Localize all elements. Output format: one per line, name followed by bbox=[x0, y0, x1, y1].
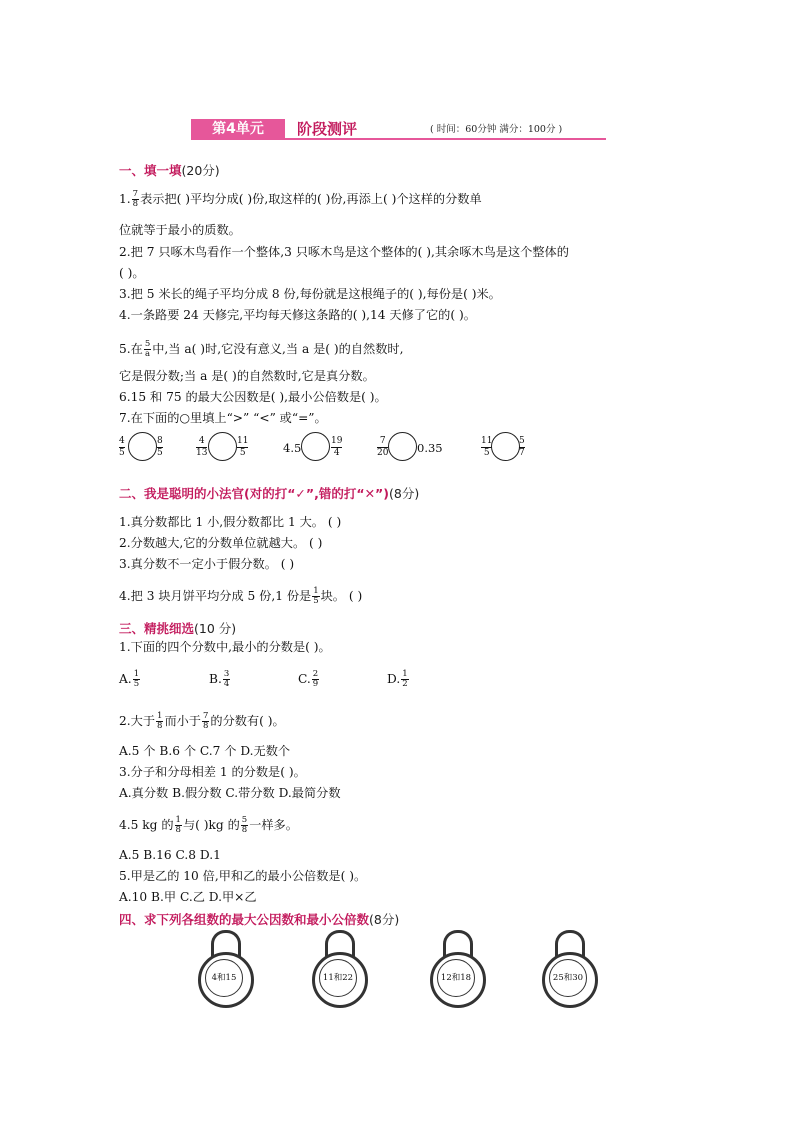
option-label: A. bbox=[119, 672, 132, 686]
lock-label: 11和22 bbox=[319, 959, 357, 997]
fraction bbox=[156, 712, 163, 731]
choose-options-2[interactable]: A.5 个 B.6 个 C.7 个 D.无数个 bbox=[119, 744, 291, 758]
denominator: 8 bbox=[175, 825, 181, 835]
denominator: 5 bbox=[133, 679, 140, 689]
numerator: 11 bbox=[481, 436, 493, 446]
question-1-line-2: 位就等于最小的质数。 bbox=[119, 223, 241, 237]
option-a[interactable] bbox=[119, 670, 141, 689]
fraction bbox=[119, 436, 125, 459]
choose-question-4 bbox=[119, 816, 298, 835]
numerator: 1 bbox=[402, 669, 408, 679]
section-title-choose bbox=[119, 619, 236, 637]
fraction bbox=[312, 587, 319, 606]
lock-label: 12和18 bbox=[437, 959, 475, 997]
denominator: 8 bbox=[203, 721, 209, 731]
question-text: 2.大于 bbox=[119, 714, 156, 728]
lock-label: 25和30 bbox=[549, 959, 587, 997]
lock-item bbox=[312, 930, 366, 1010]
numerator: 1 bbox=[157, 711, 163, 721]
question-2-line-1: 2.把 7 只啄木鸟看作一个整体,3 只啄木鸟是这个整体的( ),其余啄木鸟是这个整体的 bbox=[119, 245, 569, 259]
question-text: 中,当 a( )时,它没有意义,当 a 是( )的自然数时, bbox=[152, 342, 404, 356]
question-text: 一样多。 bbox=[249, 818, 298, 832]
question-number: 1. bbox=[119, 192, 131, 206]
denominator: 5 bbox=[239, 448, 246, 458]
numerator: 7 bbox=[377, 436, 388, 448]
numerator: 3 bbox=[223, 669, 230, 679]
section-title-text: 一、填一填 bbox=[119, 163, 182, 178]
lock-label: 4和15 bbox=[205, 959, 243, 997]
fraction bbox=[223, 670, 230, 689]
numerator: 8 bbox=[157, 436, 163, 446]
question-1-line-1 bbox=[119, 190, 482, 209]
denominator: a bbox=[145, 349, 151, 359]
denominator: 5 bbox=[119, 448, 125, 458]
section-points: (20分) bbox=[181, 163, 220, 178]
numerator: 1 bbox=[313, 586, 319, 596]
question-3: 3.把 5 米长的绳子平均分成 8 份,每份就是这根绳子的( ),每份是( )米。 bbox=[119, 287, 501, 301]
fraction bbox=[196, 436, 207, 459]
question-2-line-2: ( )。 bbox=[119, 266, 145, 280]
fraction bbox=[377, 436, 388, 459]
judge-question-4 bbox=[119, 587, 362, 606]
option-label: B. bbox=[209, 672, 222, 686]
judge-question-3: 3.真分数不一定小于假分数。 ( ) bbox=[119, 557, 295, 571]
section-title-fill bbox=[119, 161, 220, 179]
numerator: 19 bbox=[331, 436, 343, 446]
numerator: 11 bbox=[237, 436, 249, 446]
choose-question-5: 5.甲是乙的 10 倍,甲和乙的最小公倍数是( )。 bbox=[119, 869, 367, 883]
compare-item bbox=[196, 432, 252, 466]
compare-item bbox=[283, 432, 343, 466]
denominator: 4 bbox=[223, 679, 230, 689]
judge-question-2: 2.分数越大,它的分数单位就越大。 ( ) bbox=[119, 536, 323, 550]
lock-item bbox=[542, 930, 596, 1010]
denominator: 20 bbox=[377, 448, 389, 458]
section-title-text: 二、我是聪明的小法官(对的打“✓”,错的打“✕”) bbox=[119, 486, 389, 501]
numerator: 4 bbox=[119, 436, 125, 446]
numerator: 7 bbox=[203, 711, 209, 721]
compare-value: 4.5 bbox=[283, 441, 302, 455]
fraction bbox=[202, 712, 209, 731]
option-d[interactable] bbox=[387, 670, 410, 689]
numerator: 2 bbox=[312, 669, 319, 679]
denominator: 5 bbox=[313, 596, 319, 606]
question-number: 5.在 bbox=[119, 342, 143, 356]
compare-item bbox=[377, 432, 457, 466]
section-points: (10 分) bbox=[194, 621, 237, 636]
question-5-line-2: 它是假分数;当 a 是( )的自然数时,它是真分数。 bbox=[119, 369, 375, 383]
compare-value: 0.35 bbox=[417, 441, 443, 455]
section-title-judge bbox=[119, 484, 419, 502]
fraction bbox=[157, 436, 163, 459]
denominator: 9 bbox=[312, 679, 319, 689]
lock-body bbox=[312, 952, 368, 1008]
choose-options-3[interactable]: A.真分数 B.假分数 C.带分数 D.最简分数 bbox=[119, 786, 341, 800]
fraction bbox=[133, 670, 140, 689]
section-title-text: 四、求下列各组数的最大公因数和最小公倍数 bbox=[119, 912, 370, 927]
compare-circle[interactable] bbox=[491, 432, 520, 461]
denominator: 5 bbox=[483, 448, 490, 458]
choose-options-5[interactable]: A.10 B.甲 C.乙 D.甲×乙 bbox=[119, 890, 257, 904]
compare-circle[interactable] bbox=[208, 432, 237, 461]
choose-question-2 bbox=[119, 712, 285, 731]
choose-question-1: 1.下面的四个分数中,最小的分数是( )。 bbox=[119, 640, 331, 654]
fraction bbox=[144, 340, 151, 359]
question-text: 与( )kg 的 bbox=[182, 818, 240, 832]
unit-badge: 第4单元 bbox=[191, 119, 285, 139]
lock-item bbox=[430, 930, 484, 1010]
numerator: 5 bbox=[519, 436, 525, 446]
fraction bbox=[331, 436, 342, 459]
choose-options-4[interactable]: A.5 B.16 C.8 D.1 bbox=[119, 848, 221, 862]
denominator: 5 bbox=[157, 448, 163, 458]
question-text: 块。 ( ) bbox=[320, 589, 363, 603]
choose-question-3: 3.分子和分母相差 1 的分数是( )。 bbox=[119, 765, 306, 779]
fraction bbox=[175, 816, 182, 835]
page-title: 阶段测评 bbox=[297, 120, 358, 138]
lock-body bbox=[542, 952, 598, 1008]
question-text: 4.5 kg 的 bbox=[119, 818, 174, 832]
numerator: 4 bbox=[196, 436, 207, 448]
section-title-gcd-lcm bbox=[119, 910, 399, 928]
numerator: 1 bbox=[133, 669, 140, 679]
denominator: 8 bbox=[157, 721, 163, 731]
numerator: 5 bbox=[241, 815, 248, 825]
question-4: 4.一条路要 24 天修完,平均每天修这条路的( ),14 天修了它的( )。 bbox=[119, 308, 476, 322]
question-5-line-1 bbox=[119, 340, 403, 359]
compare-circle[interactable] bbox=[388, 432, 417, 461]
option-b[interactable] bbox=[209, 670, 231, 689]
question-text: 表示把( )平均分成( )份,取这样的( )份,再添上( )个这样的分数单 bbox=[140, 192, 482, 206]
section-points: (8分) bbox=[388, 486, 420, 501]
compare-item bbox=[481, 432, 531, 466]
denominator: 8 bbox=[132, 199, 139, 209]
compare-item bbox=[119, 432, 169, 466]
option-label: D. bbox=[387, 672, 401, 686]
denominator: 8 bbox=[241, 825, 248, 835]
compare-circle[interactable] bbox=[301, 432, 330, 461]
fraction bbox=[401, 670, 408, 689]
question-text: 而小于 bbox=[164, 714, 201, 728]
fraction bbox=[241, 816, 248, 835]
denominator: 4 bbox=[333, 448, 340, 458]
question-7: 7.在下面的○里填上“>” “<” 或“=”。 bbox=[119, 411, 327, 425]
numerator: 1 bbox=[175, 815, 181, 825]
section-title-text: 三、精挑细选 bbox=[119, 621, 195, 636]
judge-question-1: 1.真分数都比 1 小,假分数都比 1 大。 ( ) bbox=[119, 515, 342, 529]
question-text: 4.把 3 块月饼平均分成 5 份,1 份是 bbox=[119, 589, 312, 603]
header-rule bbox=[191, 138, 606, 140]
compare-circle[interactable] bbox=[128, 432, 157, 461]
exam-info: ( 时间：60分钟 满分：100分 ) bbox=[430, 124, 563, 135]
option-label: C. bbox=[298, 672, 311, 686]
section-points: (8分) bbox=[369, 912, 400, 927]
lock-body bbox=[430, 952, 486, 1008]
question-6: 6.15 和 75 的最大公因数是( ),最小公倍数是( )。 bbox=[119, 390, 387, 404]
denominator: 7 bbox=[519, 448, 525, 458]
numerator: 7 bbox=[132, 189, 139, 199]
option-c[interactable] bbox=[298, 670, 320, 689]
question-text: 的分数有( )。 bbox=[210, 714, 285, 728]
fraction bbox=[519, 436, 525, 459]
denominator: 13 bbox=[196, 448, 208, 458]
fraction bbox=[312, 670, 319, 689]
numerator: 5 bbox=[144, 339, 151, 349]
fraction bbox=[132, 190, 139, 209]
denominator: 2 bbox=[402, 679, 408, 689]
fraction bbox=[237, 436, 248, 459]
lock-item bbox=[198, 930, 252, 1010]
lock-body bbox=[198, 952, 254, 1008]
